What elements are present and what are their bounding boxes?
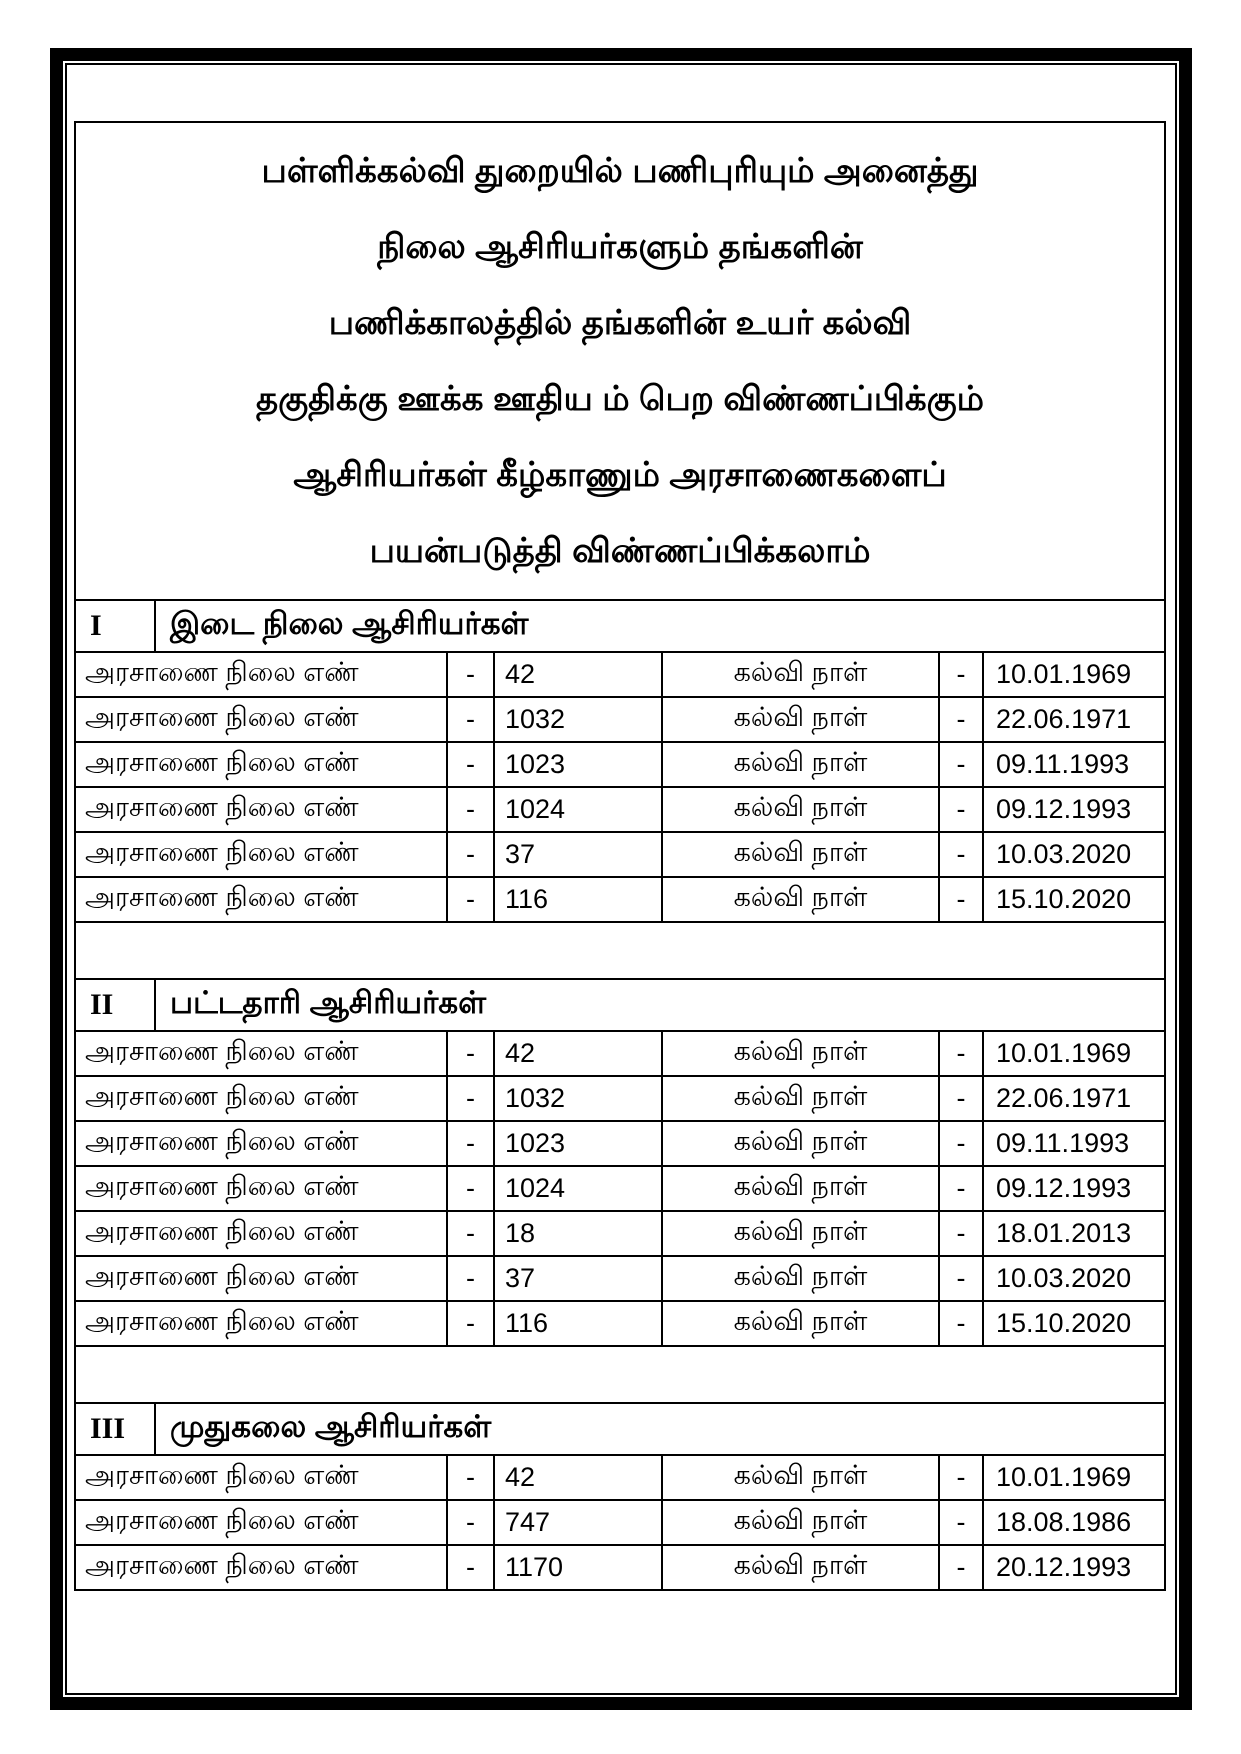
go-row bbox=[75, 1301, 1165, 1346]
page-content bbox=[67, 65, 1175, 1693]
dash-separator: - bbox=[447, 742, 494, 787]
document-title-line: பணிக்காலத்தில் தங்களின் உயர் கல்வி bbox=[328, 304, 912, 342]
go-date-value: 18.01.2013 bbox=[983, 1211, 1165, 1256]
go-date-label: கல்வி நாள் bbox=[662, 1455, 939, 1500]
go-number-label: அரசாணை நிலை எண் bbox=[75, 1256, 447, 1301]
go-number-value: 42 bbox=[494, 1455, 662, 1500]
go-date-value: 10.03.2020 bbox=[983, 832, 1165, 877]
go-number-value: 116 bbox=[494, 1301, 662, 1346]
go-number-label: அரசாணை நிலை எண் bbox=[75, 652, 447, 697]
go-number-value: 1023 bbox=[494, 742, 662, 787]
go-number-label: அரசாணை நிலை எண் bbox=[75, 1166, 447, 1211]
section-header-row bbox=[75, 979, 1165, 1031]
go-date-label: கல்வி நாள் bbox=[662, 1256, 939, 1301]
dash-separator: - bbox=[939, 832, 983, 877]
dash-separator: - bbox=[447, 787, 494, 832]
go-number-label: அரசாணை நிலை எண் bbox=[75, 1545, 447, 1590]
dash-separator: - bbox=[447, 1455, 494, 1500]
spacer-row bbox=[75, 922, 1165, 979]
go-date-label: கல்வி நாள் bbox=[662, 1545, 939, 1590]
go-number-label: அரசாணை நிலை எண் bbox=[75, 1031, 447, 1076]
go-number-value: 116 bbox=[494, 877, 662, 922]
go-number-label: அரசாணை நிலை எண் bbox=[75, 1211, 447, 1256]
document-title-line: பயன்படுத்தி விண்ணப்பிக்கலாம் bbox=[369, 532, 871, 570]
go-number-value: 42 bbox=[494, 652, 662, 697]
dash-separator: - bbox=[447, 1211, 494, 1256]
go-date-value: 10.01.1969 bbox=[983, 1031, 1165, 1076]
dash-separator: - bbox=[447, 697, 494, 742]
go-row bbox=[75, 697, 1165, 742]
go-row bbox=[75, 742, 1165, 787]
dash-separator: - bbox=[939, 1256, 983, 1301]
go-row bbox=[75, 1166, 1165, 1211]
document-title-line: ஆசிரியர்கள் கீழ்காணும் அரசாணைகளைப் bbox=[293, 456, 947, 494]
go-number-value: 37 bbox=[494, 832, 662, 877]
dash-separator: - bbox=[939, 1500, 983, 1545]
dash-separator: - bbox=[447, 1121, 494, 1166]
go-date-value: 15.10.2020 bbox=[983, 1301, 1165, 1346]
go-date-value: 20.12.1993 bbox=[983, 1545, 1165, 1590]
section-title: இடை நிலை ஆசிரியர்கள் bbox=[155, 600, 1165, 652]
go-date-value: 22.06.1971 bbox=[983, 1076, 1165, 1121]
dash-separator: - bbox=[939, 1211, 983, 1256]
page-border bbox=[50, 48, 1192, 1710]
go-row bbox=[75, 1500, 1165, 1545]
go-row bbox=[75, 832, 1165, 877]
go-row bbox=[75, 1211, 1165, 1256]
go-number-value: 1032 bbox=[494, 1076, 662, 1121]
go-date-label: கல்வி நாள் bbox=[662, 877, 939, 922]
dash-separator: - bbox=[447, 877, 494, 922]
go-number-label: அரசாணை நிலை எண் bbox=[75, 742, 447, 787]
go-date-label: கல்வி நாள் bbox=[662, 787, 939, 832]
dash-separator: - bbox=[939, 1121, 983, 1166]
go-number-label: அரசாணை நிலை எண் bbox=[75, 1500, 447, 1545]
dash-separator: - bbox=[939, 1455, 983, 1500]
dash-separator: - bbox=[447, 1256, 494, 1301]
go-date-value: 09.11.1993 bbox=[983, 1121, 1165, 1166]
dash-separator: - bbox=[939, 1166, 983, 1211]
go-date-value: 18.08.1986 bbox=[983, 1500, 1165, 1545]
go-number-label: அரசாணை நிலை எண் bbox=[75, 1121, 447, 1166]
go-row bbox=[75, 787, 1165, 832]
document-title-line: நிலை ஆசிரியர்களும் தங்களின் bbox=[377, 228, 863, 266]
document-title-line: பள்ளிக்கல்வி துறையில் பணிபுரியும் அனைத்து bbox=[261, 152, 979, 190]
dash-separator: - bbox=[939, 697, 983, 742]
dash-separator: - bbox=[447, 832, 494, 877]
go-date-value: 10.01.1969 bbox=[983, 1455, 1165, 1500]
go-date-label: கல்வி நாள் bbox=[662, 1211, 939, 1256]
go-date-label: கல்வி நாள் bbox=[662, 652, 939, 697]
go-row bbox=[75, 1076, 1165, 1121]
dash-separator: - bbox=[939, 1545, 983, 1590]
dash-separator: - bbox=[939, 1301, 983, 1346]
go-date-label: கல்வி நாள் bbox=[662, 832, 939, 877]
go-number-value: 1024 bbox=[494, 787, 662, 832]
go-number-label: அரசாணை நிலை எண் bbox=[75, 697, 447, 742]
dash-separator: - bbox=[447, 1545, 494, 1590]
go-date-label: கல்வி நாள் bbox=[662, 697, 939, 742]
go-date-label: கல்வி நாள் bbox=[662, 1076, 939, 1121]
dash-separator: - bbox=[939, 1031, 983, 1076]
go-date-value: 10.01.1969 bbox=[983, 652, 1165, 697]
go-number-value: 42 bbox=[494, 1031, 662, 1076]
section-header-row bbox=[75, 1403, 1165, 1455]
go-row bbox=[75, 1121, 1165, 1166]
dash-separator: - bbox=[447, 1301, 494, 1346]
dash-separator: - bbox=[939, 877, 983, 922]
dash-separator: - bbox=[447, 1031, 494, 1076]
title-row bbox=[75, 122, 1165, 600]
section-numeral: III bbox=[75, 1403, 155, 1455]
section-numeral: II bbox=[75, 979, 155, 1031]
document-title bbox=[75, 122, 1165, 600]
go-number-value: 1032 bbox=[494, 697, 662, 742]
spacer-cell bbox=[75, 1346, 1165, 1403]
go-date-value: 15.10.2020 bbox=[983, 877, 1165, 922]
go-number-label: அரசாணை நிலை எண் bbox=[75, 877, 447, 922]
dash-separator: - bbox=[447, 1076, 494, 1121]
go-row bbox=[75, 1256, 1165, 1301]
section-title: முதுகலை ஆசிரியர்கள் bbox=[155, 1403, 1165, 1455]
go-reference-table bbox=[74, 121, 1166, 1591]
go-number-label: அரசாணை நிலை எண் bbox=[75, 787, 447, 832]
go-date-value: 09.11.1993 bbox=[983, 742, 1165, 787]
go-date-value: 09.12.1993 bbox=[983, 1166, 1165, 1211]
go-date-label: கல்வி நாள் bbox=[662, 1121, 939, 1166]
dash-separator: - bbox=[939, 742, 983, 787]
go-row bbox=[75, 652, 1165, 697]
go-date-label: கல்வி நாள் bbox=[662, 742, 939, 787]
go-number-value: 747 bbox=[494, 1500, 662, 1545]
go-number-value: 1024 bbox=[494, 1166, 662, 1211]
section-title: பட்டதாரி ஆசிரியர்கள் bbox=[155, 979, 1165, 1031]
go-number-value: 1023 bbox=[494, 1121, 662, 1166]
go-number-label: அரசாணை நிலை எண் bbox=[75, 1455, 447, 1500]
spacer-cell bbox=[75, 922, 1165, 979]
go-number-label: அரசாணை நிலை எண் bbox=[75, 832, 447, 877]
go-date-label: கல்வி நாள் bbox=[662, 1166, 939, 1211]
dash-separator: - bbox=[447, 1500, 494, 1545]
spacer-row bbox=[75, 1346, 1165, 1403]
section-header-row bbox=[75, 600, 1165, 652]
go-row bbox=[75, 877, 1165, 922]
go-date-value: 10.03.2020 bbox=[983, 1256, 1165, 1301]
section-numeral: I bbox=[75, 600, 155, 652]
doc-table-body bbox=[75, 122, 1165, 1590]
go-row bbox=[75, 1545, 1165, 1590]
go-date-value: 09.12.1993 bbox=[983, 787, 1165, 832]
go-date-label: கல்வி நாள் bbox=[662, 1301, 939, 1346]
go-row bbox=[75, 1031, 1165, 1076]
go-number-label: அரசாணை நிலை எண் bbox=[75, 1076, 447, 1121]
dash-separator: - bbox=[939, 787, 983, 832]
go-number-label: அரசாணை நிலை எண் bbox=[75, 1301, 447, 1346]
page-border-inner bbox=[65, 63, 1177, 1695]
go-date-value: 22.06.1971 bbox=[983, 697, 1165, 742]
dash-separator: - bbox=[447, 1166, 494, 1211]
go-number-value: 18 bbox=[494, 1211, 662, 1256]
dash-separator: - bbox=[447, 652, 494, 697]
dash-separator: - bbox=[939, 1076, 983, 1121]
go-row bbox=[75, 1455, 1165, 1500]
go-date-label: கல்வி நாள் bbox=[662, 1031, 939, 1076]
go-number-value: 37 bbox=[494, 1256, 662, 1301]
dash-separator: - bbox=[939, 652, 983, 697]
document-title-line: தகுதிக்கு ஊக்க ஊதிய ம் பெற விண்ணப்பிக்கும் bbox=[256, 380, 985, 418]
go-number-value: 1170 bbox=[494, 1545, 662, 1590]
go-date-label: கல்வி நாள் bbox=[662, 1500, 939, 1545]
